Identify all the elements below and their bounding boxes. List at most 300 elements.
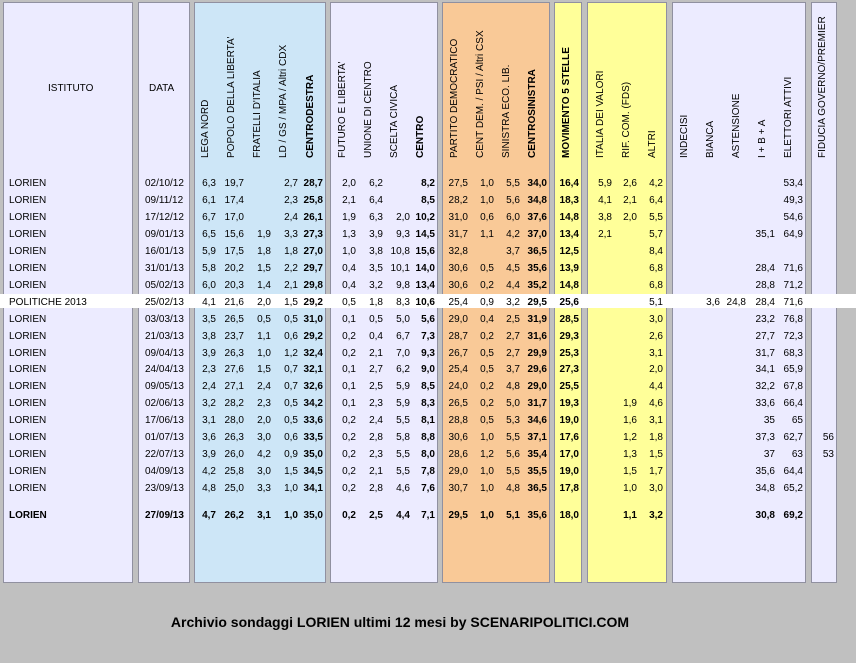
cell-fdi: 3,0: [257, 466, 271, 478]
cell-pd: 29,0: [448, 466, 468, 478]
cell-ea: 62,7: [783, 432, 803, 444]
cell-sc: 8,3: [396, 296, 410, 308]
cell-sc: 5,5: [396, 449, 410, 461]
header-altri-1: RIF. COM. (FDS): [621, 81, 632, 158]
cell-rc: 1,0: [623, 483, 637, 495]
cell-data: 02/06/13: [145, 398, 184, 410]
header-centrosinistra-2: SINISTRA ECO. LIB.: [501, 64, 512, 158]
cell-pdl: 28,0: [224, 415, 244, 427]
cell-fli: 1,3: [342, 228, 356, 240]
cell-udc: 3,2: [369, 279, 383, 291]
cell-pd: 32,8: [448, 245, 468, 257]
cell-fdi: 1,0: [257, 347, 271, 359]
cell-fli: 0,2: [342, 347, 356, 359]
cell-fid: 56: [822, 432, 834, 444]
cell-ldx: 1,2: [284, 347, 298, 359]
cell-m5s: 29,3: [559, 330, 579, 342]
cell-cdm: 0,5: [480, 262, 494, 274]
cell-cdx: 29,2: [303, 296, 323, 308]
cell-cdm: 0,2: [480, 398, 494, 410]
cell-ln: 4,2: [202, 466, 216, 478]
cell-ln: 4,8: [202, 483, 216, 495]
header-data: DATA: [149, 83, 175, 94]
cell-istituto: LORIEN: [9, 398, 47, 410]
cell-pd: 30,7: [448, 483, 468, 495]
header-centro-3: CENTRO: [415, 115, 426, 158]
cell-fdi: 1,5: [257, 364, 271, 376]
cell-ln: 3,8: [202, 330, 216, 342]
cell-istituto: LORIEN: [9, 194, 47, 206]
cell-pd: 28,6: [448, 449, 468, 461]
cell-sel: 4,8: [506, 381, 520, 393]
header-m5s-0: MOVIMENTO 5 STELLE: [561, 47, 572, 158]
cell-ea: 66,4: [783, 398, 803, 410]
cell-fli: 1,9: [342, 211, 356, 223]
cell-alt: 6,4: [649, 194, 663, 206]
cell-ldx: 1,8: [284, 245, 298, 257]
cell-pd: 28,2: [448, 194, 468, 206]
cell-pd: 30,6: [448, 279, 468, 291]
cell-data: 17/12/12: [145, 211, 184, 223]
cell-ctr: 8,1: [421, 415, 435, 427]
cell-ctr: 8,8: [421, 432, 435, 444]
cell-alt: 6,8: [649, 279, 663, 291]
cell-ldx: 1,0: [284, 483, 298, 495]
cell-fdi: 4,2: [257, 449, 271, 461]
cell-idv: 4,1: [598, 194, 612, 206]
cell-cdx: 29,7: [303, 262, 323, 274]
cell-rc: 1,1: [623, 510, 637, 521]
cell-fdi: 1,5: [257, 262, 271, 274]
cell-pd: 29,5: [448, 510, 468, 521]
cell-sel: 5,3: [506, 415, 520, 427]
cell-csx: 29,0: [527, 381, 547, 393]
cell-sc: 6,7: [396, 330, 410, 342]
cell-csx: 29,6: [527, 364, 547, 376]
cell-iba: 28,8: [755, 279, 775, 291]
cell-sc: 6,2: [396, 364, 410, 376]
cell-fdi: 0,5: [257, 313, 271, 325]
cell-fdi: 3,0: [257, 432, 271, 444]
cell-ctr: 5,6: [421, 313, 435, 325]
cell-alt: 3,0: [649, 483, 663, 495]
cell-fli: 0,4: [342, 279, 356, 291]
cell-ldx: 0,5: [284, 313, 298, 325]
header-centrosinistra-1: CENT DEM. / PSI / Altri CSX: [475, 30, 486, 158]
cell-ea: 63: [791, 449, 803, 461]
cell-alt: 3,1: [649, 415, 663, 427]
cell-udc: 2,5: [369, 510, 383, 521]
cell-ctr: 9,3: [421, 347, 435, 359]
cell-cdm: 0,2: [480, 330, 494, 342]
cell-cdx: 34,5: [303, 466, 323, 478]
cell-udc: 2,3: [369, 449, 383, 461]
cell-pdl: 26,5: [224, 313, 244, 325]
cell-ctr: 8,3: [421, 398, 435, 410]
cell-fdi: 2,4: [257, 381, 271, 393]
cell-ldx: 1,5: [284, 466, 298, 478]
cell-udc: 2,8: [369, 432, 383, 444]
cell-ln: 3,2: [202, 398, 216, 410]
cell-ldx: 0,6: [284, 432, 298, 444]
cell-sc: 10,8: [390, 245, 410, 257]
cell-ctr: 7,6: [421, 483, 435, 495]
cell-pdl: 28,2: [224, 398, 244, 410]
cell-alt: 2,6: [649, 330, 663, 342]
cell-fli: 0,2: [342, 510, 356, 521]
cell-istituto: LORIEN: [9, 279, 47, 291]
cell-rc: 1,3: [623, 449, 637, 461]
cell-sc: 5,9: [396, 398, 410, 410]
cell-istituto: LORIEN: [9, 449, 47, 461]
cell-csx: 34,8: [527, 194, 547, 206]
cell-csx: 37,1: [527, 432, 547, 444]
cell-iba: 35,1: [755, 228, 775, 240]
cell-data: 27/09/13: [145, 510, 184, 521]
cell-ea: 49,3: [783, 194, 803, 206]
cell-m5s: 19,0: [559, 466, 579, 478]
cell-udc: 0,5: [369, 313, 383, 325]
cell-ldx: 2,7: [284, 178, 298, 189]
cell-data: 05/02/13: [145, 279, 184, 291]
cell-data: 17/06/13: [145, 415, 184, 427]
cell-fdi: 2,0: [257, 415, 271, 427]
cell-fli: 0,1: [342, 313, 356, 325]
cell-pd: 28,8: [448, 415, 468, 427]
cell-sc: 5,9: [396, 381, 410, 393]
cell-ln: 3,5: [202, 313, 216, 325]
cell-istituto: LORIEN: [9, 313, 47, 325]
cell-m5s: 13,9: [559, 262, 579, 274]
header-centrodestra-4: CENTRODESTRA: [305, 74, 316, 158]
cell-bia: 3,6: [706, 296, 720, 308]
cell-data: 01/07/13: [145, 432, 184, 444]
cell-m5s: 17,6: [559, 432, 579, 444]
cell-pdl: 26,2: [224, 510, 244, 521]
cell-csx: 34,0: [527, 178, 547, 189]
cell-ea: 67,8: [783, 381, 803, 393]
cell-m5s: 25,3: [559, 347, 579, 359]
cell-cdx: 31,0: [303, 313, 323, 325]
cell-cdm: 0,9: [480, 296, 494, 308]
cell-istituto: LORIEN: [9, 364, 47, 376]
cell-udc: 0,4: [369, 330, 383, 342]
cell-istituto: LORIEN: [9, 466, 47, 478]
cell-cdm: 1,0: [480, 510, 494, 521]
cell-m5s: 12,5: [559, 245, 579, 257]
cell-sel: 5,6: [506, 449, 520, 461]
cell-idv: 5,9: [598, 178, 612, 189]
cell-istituto: LORIEN: [9, 483, 47, 495]
header-altri-2: ALTRI: [647, 130, 658, 158]
cell-pdl: 27,6: [224, 364, 244, 376]
cell-pd: 31,0: [448, 211, 468, 223]
cell-udc: 3,5: [369, 262, 383, 274]
cell-data: 04/09/13: [145, 466, 184, 478]
cell-cdm: 0,2: [480, 279, 494, 291]
cell-csx: 37,0: [527, 228, 547, 240]
cell-fdi: 1,8: [257, 245, 271, 257]
cell-pdl: 19,7: [224, 178, 244, 189]
header-centro-1: UNIONE DI CENTRO: [363, 61, 374, 158]
cell-sc: 7,0: [396, 347, 410, 359]
cell-udc: 3,9: [369, 228, 383, 240]
cell-udc: 6,4: [369, 194, 383, 206]
cell-cdx: 32,1: [303, 364, 323, 376]
cell-data: 09/04/13: [145, 347, 184, 359]
cell-istituto: LORIEN: [9, 510, 47, 521]
cell-istituto: LORIEN: [9, 245, 47, 257]
cell-fli: 0,2: [342, 466, 356, 478]
cell-ctr: 9,0: [421, 364, 435, 376]
cell-csx: 36,5: [527, 245, 547, 257]
cell-udc: 2,3: [369, 398, 383, 410]
cell-alt: 2,0: [649, 364, 663, 376]
cell-pdl: 23,7: [224, 330, 244, 342]
cell-ln: 3,6: [202, 432, 216, 444]
cell-pdl: 26,0: [224, 449, 244, 461]
cell-data: 21/03/13: [145, 330, 184, 342]
cell-m5s: 17,0: [559, 449, 579, 461]
cell-rc: 1,5: [623, 466, 637, 478]
cell-sc: 5,8: [396, 432, 410, 444]
cell-sc: 2,0: [396, 211, 410, 223]
cell-istituto: LORIEN: [9, 347, 47, 359]
cell-pdl: 20,2: [224, 262, 244, 274]
cell-m5s: 14,8: [559, 279, 579, 291]
cell-iba: 34,1: [755, 364, 775, 376]
cell-ea: 68,3: [783, 347, 803, 359]
cell-pdl: 15,6: [224, 228, 244, 240]
cell-ldx: 1,5: [284, 296, 298, 308]
header-centrodestra-3: LD / GS / MPA / Altri CDX: [278, 44, 289, 158]
cell-pd: 31,7: [448, 228, 468, 240]
cell-fli: 0,1: [342, 364, 356, 376]
cell-data: 24/04/13: [145, 364, 184, 376]
cell-rc: 1,2: [623, 432, 637, 444]
cell-istituto: LORIEN: [9, 262, 47, 274]
cell-cdm: 0,4: [480, 313, 494, 325]
cell-udc: 1,8: [369, 296, 383, 308]
cell-udc: 2,7: [369, 364, 383, 376]
cell-sel: 5,5: [506, 466, 520, 478]
cell-fdi: 1,4: [257, 279, 271, 291]
cell-sc: 10,1: [390, 262, 410, 274]
cell-data: 31/01/13: [145, 262, 184, 274]
cell-ldx: 3,3: [284, 228, 298, 240]
cell-ea: 71,2: [783, 279, 803, 291]
cell-cdm: 1,2: [480, 449, 494, 461]
cell-sel: 4,2: [506, 228, 520, 240]
cell-iba: 32,2: [755, 381, 775, 393]
cell-fli: 0,2: [342, 449, 356, 461]
cell-pdl: 17,0: [224, 211, 244, 223]
cell-cdx: 29,8: [303, 279, 323, 291]
cell-fdi: 1,9: [257, 228, 271, 240]
cell-data: 09/05/13: [145, 381, 184, 393]
cell-ea: 72,3: [783, 330, 803, 342]
cell-cdx: 35,0: [303, 449, 323, 461]
cell-sc: 5,5: [396, 466, 410, 478]
cell-ctr: 7,8: [421, 466, 435, 478]
cell-ctr: 15,6: [415, 245, 435, 257]
cell-udc: 2,4: [369, 415, 383, 427]
cell-pdl: 26,3: [224, 347, 244, 359]
cell-sel: 3,2: [506, 296, 520, 308]
cell-csx: 37,6: [527, 211, 547, 223]
cell-m5s: 14,8: [559, 211, 579, 223]
cell-udc: 2,1: [369, 347, 383, 359]
header-affluenza-0: INDECISI: [679, 114, 690, 158]
cell-fli: 1,0: [342, 245, 356, 257]
cell-sel: 5,1: [506, 510, 520, 521]
cell-cdx: 33,5: [303, 432, 323, 444]
cell-pd: 30,6: [448, 432, 468, 444]
cell-cdx: 32,6: [303, 381, 323, 393]
cell-alt: 5,1: [649, 296, 663, 308]
cell-pdl: 20,3: [224, 279, 244, 291]
cell-ctr: 14,5: [415, 228, 435, 240]
cell-iba: 35: [763, 415, 775, 427]
cell-udc: 3,8: [369, 245, 383, 257]
header-centrodestra-2: FRATELLI D'ITALIA: [252, 70, 263, 158]
cell-data: 09/11/12: [145, 194, 184, 206]
cell-ln: 3,9: [202, 347, 216, 359]
cell-csx: 35,2: [527, 279, 547, 291]
cell-iba: 35,6: [755, 466, 775, 478]
header-centrosinistra-3: CENTROSINISTRA: [527, 69, 538, 158]
cell-alt: 3,1: [649, 347, 663, 359]
cell-sc: 4,6: [396, 483, 410, 495]
header-centrodestra-0: LEGA NORD: [200, 99, 211, 158]
cell-istituto: LORIEN: [9, 211, 47, 223]
cell-fdi: 3,1: [257, 510, 271, 521]
cell-ln: 5,9: [202, 245, 216, 257]
cell-sc: 9,3: [396, 228, 410, 240]
cell-csx: 29,9: [527, 347, 547, 359]
cell-csx: 31,7: [527, 398, 547, 410]
cell-m5s: 19,0: [559, 415, 579, 427]
cell-ctr: 10,2: [415, 211, 435, 223]
cell-istituto: LORIEN: [9, 432, 47, 444]
cell-pd: 26,5: [448, 398, 468, 410]
cell-ldx: 0,6: [284, 330, 298, 342]
cell-cdm: 1,0: [480, 432, 494, 444]
cell-pd: 30,6: [448, 262, 468, 274]
cell-cdx: 27,0: [303, 245, 323, 257]
cell-alt: 4,2: [649, 178, 663, 189]
cell-cdm: 1,0: [480, 178, 494, 189]
cell-cdx: 34,2: [303, 398, 323, 410]
cell-ctr: 8,5: [421, 381, 435, 393]
cell-data: 23/09/13: [145, 483, 184, 495]
cell-alt: 3,0: [649, 313, 663, 325]
cell-rc: 2,1: [623, 194, 637, 206]
cell-istituto: LORIEN: [9, 415, 47, 427]
cell-csx: 31,9: [527, 313, 547, 325]
cell-fli: 0,1: [342, 398, 356, 410]
cell-fid: 53: [822, 449, 834, 461]
cell-istituto: LORIEN: [9, 178, 47, 189]
cell-iba: 37: [763, 449, 775, 461]
cell-sc: 5,5: [396, 415, 410, 427]
cell-ln: 3,9: [202, 449, 216, 461]
cell-pd: 25,4: [448, 296, 468, 308]
cell-cdx: 35,0: [303, 510, 323, 521]
cell-fli: 0,4: [342, 262, 356, 274]
cell-pdl: 27,1: [224, 381, 244, 393]
cell-sel: 6,0: [506, 211, 520, 223]
cell-ast: 24,8: [726, 296, 746, 308]
cell-sel: 4,8: [506, 483, 520, 495]
cell-m5s: 16,4: [559, 178, 579, 189]
cell-rc: 2,6: [623, 178, 637, 189]
cell-iba: 27,7: [755, 330, 775, 342]
cell-pdl: 25,0: [224, 483, 244, 495]
cell-udc: 2,1: [369, 466, 383, 478]
cell-ea: 65: [791, 415, 803, 427]
cell-cdm: 1,0: [480, 194, 494, 206]
cell-ctr: 10,6: [415, 296, 435, 308]
cell-pd: 27,5: [448, 178, 468, 189]
cell-sel: 2,5: [506, 313, 520, 325]
cell-iba: 28,4: [755, 262, 775, 274]
cell-ldx: 0,9: [284, 449, 298, 461]
cell-ln: 3,1: [202, 415, 216, 427]
cell-rc: 1,6: [623, 415, 637, 427]
cell-sel: 3,7: [506, 364, 520, 376]
cell-alt: 6,8: [649, 262, 663, 274]
cell-alt: 1,5: [649, 449, 663, 461]
cell-cdm: 0,5: [480, 364, 494, 376]
cell-istituto: POLITICHE 2013: [9, 296, 87, 308]
cell-csx: 36,5: [527, 483, 547, 495]
cell-pd: 28,7: [448, 330, 468, 342]
cell-ln: 4,1: [202, 296, 216, 308]
cell-fli: 0,2: [342, 432, 356, 444]
cell-alt: 5,5: [649, 211, 663, 223]
cell-cdm: 0,6: [480, 211, 494, 223]
cell-csx: 35,6: [527, 262, 547, 274]
cell-fli: 0,2: [342, 483, 356, 495]
cell-sel: 3,7: [506, 245, 520, 257]
cell-sel: 5,0: [506, 398, 520, 410]
cell-csx: 31,6: [527, 330, 547, 342]
cell-udc: 2,8: [369, 483, 383, 495]
cell-iba: 28,4: [755, 296, 775, 308]
cell-iba: 37,3: [755, 432, 775, 444]
cell-csx: 35,6: [527, 510, 547, 521]
cell-sel: 4,5: [506, 262, 520, 274]
cell-sel: 2,7: [506, 347, 520, 359]
cell-alt: 8,4: [649, 245, 663, 257]
cell-alt: 1,7: [649, 466, 663, 478]
cell-ldx: 0,5: [284, 398, 298, 410]
cell-ldx: 0,7: [284, 381, 298, 393]
cell-pdl: 17,5: [224, 245, 244, 257]
header-centrodestra-1: POPOLO DELLA LIBERTA': [226, 36, 237, 158]
cell-pd: 26,7: [448, 347, 468, 359]
cell-idv: 2,1: [598, 228, 612, 240]
cell-fli: 0,1: [342, 381, 356, 393]
cell-cdm: 1,1: [480, 228, 494, 240]
cell-cdm: 0,2: [480, 381, 494, 393]
cell-alt: 4,6: [649, 398, 663, 410]
header-affluenza-4: ELETTORI ATTIVI: [783, 76, 794, 158]
cell-ldx: 2,4: [284, 211, 298, 223]
cell-iba: 34,8: [755, 483, 775, 495]
cell-fdi: 3,3: [257, 483, 271, 495]
